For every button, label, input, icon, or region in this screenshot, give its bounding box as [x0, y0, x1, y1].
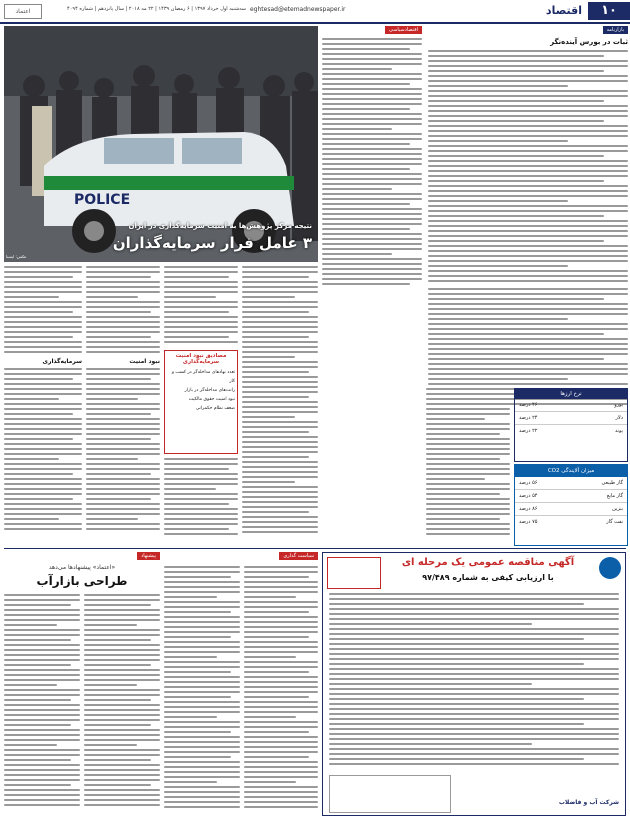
body-col-1: [242, 266, 318, 540]
currency-row: یورو ۴۶ درصد: [515, 399, 627, 412]
ad-subtitle: با ارزیابی کیفی به شماره ۹۷/۴۸۹: [422, 573, 554, 582]
co2-row: گاز طبیعی ۵۶ درصد: [515, 477, 627, 490]
currency-box-title: نرخ ارزها: [515, 389, 627, 399]
section-divider: [4, 548, 626, 549]
mid-column: [320, 26, 422, 546]
newspaper-logo: اعتماد: [4, 4, 42, 19]
quote-box: [164, 350, 238, 454]
quote-box-title: مصادیق نبود امنیت سرمایه‌گذاری: [175, 353, 227, 365]
dateline: سه‌شنبه اول خرداد ۱۳۹۷ | ۶ رمضان ۱۴۳۹ | ۲۲ مه ۲۰۱۸ | سال پانزدهم | شماره ۴۰۹۴: [67, 6, 246, 12]
ad-stamp: [327, 557, 381, 589]
svg-text:POLICE: POLICE: [74, 192, 131, 208]
co2-row: گاز مایع ۵۴ درصد: [515, 490, 627, 503]
co2-box: [514, 464, 628, 546]
section-title: اقتصاد: [545, 4, 582, 17]
article-headline: ۳ عامل فرار سرمایه‌گذاران: [112, 234, 312, 252]
header-email[interactable]: eghtesad@etemadnewspaper.ir: [250, 6, 346, 13]
bottom-left-headline: طراحی بازارآب: [36, 574, 128, 588]
body-col-3: [86, 266, 160, 540]
quote-box-item: تعدد نهادهای مداخله‌گر در کسب و کار: [171, 370, 235, 384]
masthead-bar: [0, 0, 630, 24]
column-tag: بازارنامه: [603, 26, 628, 34]
article-kicker: نتیجه مرکز پژوهش‌ها به امنیت سرمایه‌گذاری در ایران: [128, 222, 312, 230]
main-photo: [4, 26, 318, 262]
bottom-left-article: [4, 552, 160, 816]
ad-contact-box: [329, 775, 451, 813]
bottom-mid-tag: سیاست گذاری: [279, 552, 318, 560]
column-headline: ثبات در بورس آینده‌نگر: [550, 38, 628, 46]
currency-row: پوند ۲۲ درصد: [519, 428, 623, 434]
page-number: ۱۰: [588, 2, 630, 20]
mid-column-text: [322, 38, 422, 288]
body-col-4: [4, 266, 82, 540]
currency-box: [514, 388, 628, 462]
bottom-mid-article: [164, 552, 318, 816]
right-column-text-bottom: [426, 388, 510, 544]
quote-box-item: رانت‌های مداخله‌گر در بازار: [184, 388, 235, 393]
quote-box-item: ضعف نظام حکمرانی: [195, 406, 235, 411]
currency-row: دلار ۲۴ درصد: [515, 412, 627, 425]
bottom-left-kicker: «اعتماد» پیشنهادها می‌دهد: [48, 564, 116, 571]
co2-row: بنزین ۸۶ درصد: [515, 503, 627, 516]
ad-footer: شرکت آب و فاضلاب: [558, 799, 619, 806]
ad-logo-icon: [599, 557, 621, 579]
subhead: نبود امنیت: [129, 358, 160, 365]
mid-column-tag: اقتصاد‌سیاسی: [385, 26, 422, 34]
article-body: [4, 266, 318, 544]
ad-title: آگهی مناقصه عمومی یک مرحله ای: [401, 557, 575, 568]
bottom-left-tag: پیشنهاد: [137, 552, 160, 560]
subhead: سرمایه‌گذاری: [42, 358, 82, 365]
co2-box-title: میزان آلایندگی CO2: [515, 465, 627, 477]
quote-box-item: نبود امنیت حقوق مالکیت: [188, 397, 235, 402]
co2-row: نفت گاز ۷۵ درصد: [519, 519, 623, 525]
body-col-2: [164, 266, 238, 540]
column-text-top: [428, 50, 628, 286]
tender-ad: [322, 552, 626, 816]
photo-caption: عکس: ایسنا: [6, 254, 27, 259]
